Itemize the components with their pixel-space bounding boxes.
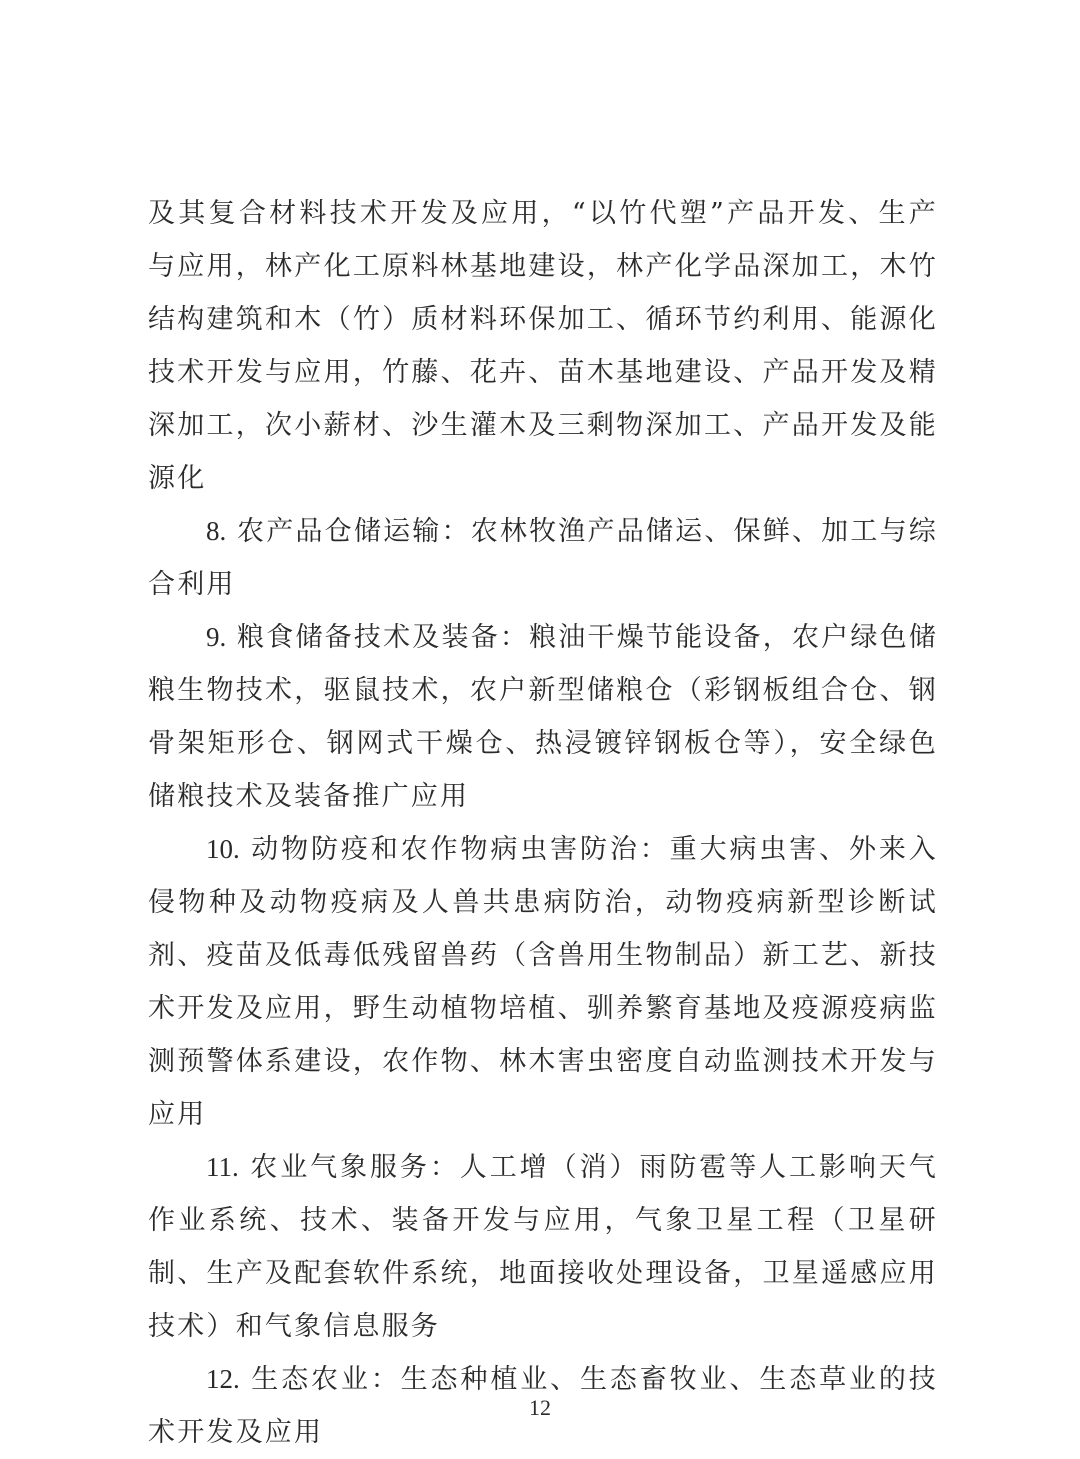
paragraph-item-11: [148, 1141, 938, 1353]
paragraph-text: 动物防疫和农作物病虫害防治：重大病虫害、外来入侵物种及动物疫病及人兽共患病防治，动物疫病新型诊断试剂、疫苗及低毒低残留兽药（含兽用生物制品）新工艺、新技术开发及应用，野生动植物培植、驯养繁育基地及疫源疫病监测预警体系建设，农作物、林木害虫密度自动监测技术开发与应用: [148, 834, 938, 1130]
item-number: 12.: [206, 1364, 240, 1394]
paragraph-text: 及其复合材料技术开发及应用，“以竹代塑”产品开发、生产与应用，林产化工原料林基地建设，林产化学品深加工，木竹结构建筑和木（竹）质材料环保加工、循环节约利用、能源化技术开发与应用，竹藤、花卉、苗木基地建设、产品开发及精深加工，次小薪材、沙生灌木及三剩物深加工、产品开发及能源化: [148, 198, 938, 494]
paragraph-item-9: [148, 611, 938, 823]
item-number: 9.: [206, 622, 227, 652]
page-number: 12: [529, 1395, 551, 1420]
paragraph-continuation: [148, 187, 938, 505]
paragraph-text: 农业气象服务：人工增（消）雨防雹等人工影响天气作业系统、技术、装备开发与应用，气象卫星工程（卫星研制、生产及配套软件系统，地面接收处理设备，卫星遥感应用技术）和气象信息服务: [148, 1152, 938, 1342]
paragraph-item-8: [148, 505, 938, 611]
paragraph-text: 粮食储备技术及装备：粮油干燥节能设备，农户绿色储粮生物技术，驱鼠技术，农户新型储粮仓（彩钢板组合仓、钢骨架矩形仓、钢网式干燥仓、热浸镀锌钢板仓等），安全绿色储粮技术及装备推广应用: [148, 622, 938, 812]
item-number: 11.: [206, 1152, 239, 1182]
paragraph-text: 生态农业：生态种植业、生态畜牧业、生态草业的技术开发及应用: [148, 1364, 938, 1448]
item-number: 10.: [206, 834, 240, 864]
document-body: [148, 187, 938, 1459]
paragraph-item-10: [148, 823, 938, 1141]
item-number: 8.: [206, 516, 227, 546]
paragraph-text: 农产品仓储运输：农林牧渔产品储运、保鲜、加工与综合利用: [148, 516, 938, 600]
